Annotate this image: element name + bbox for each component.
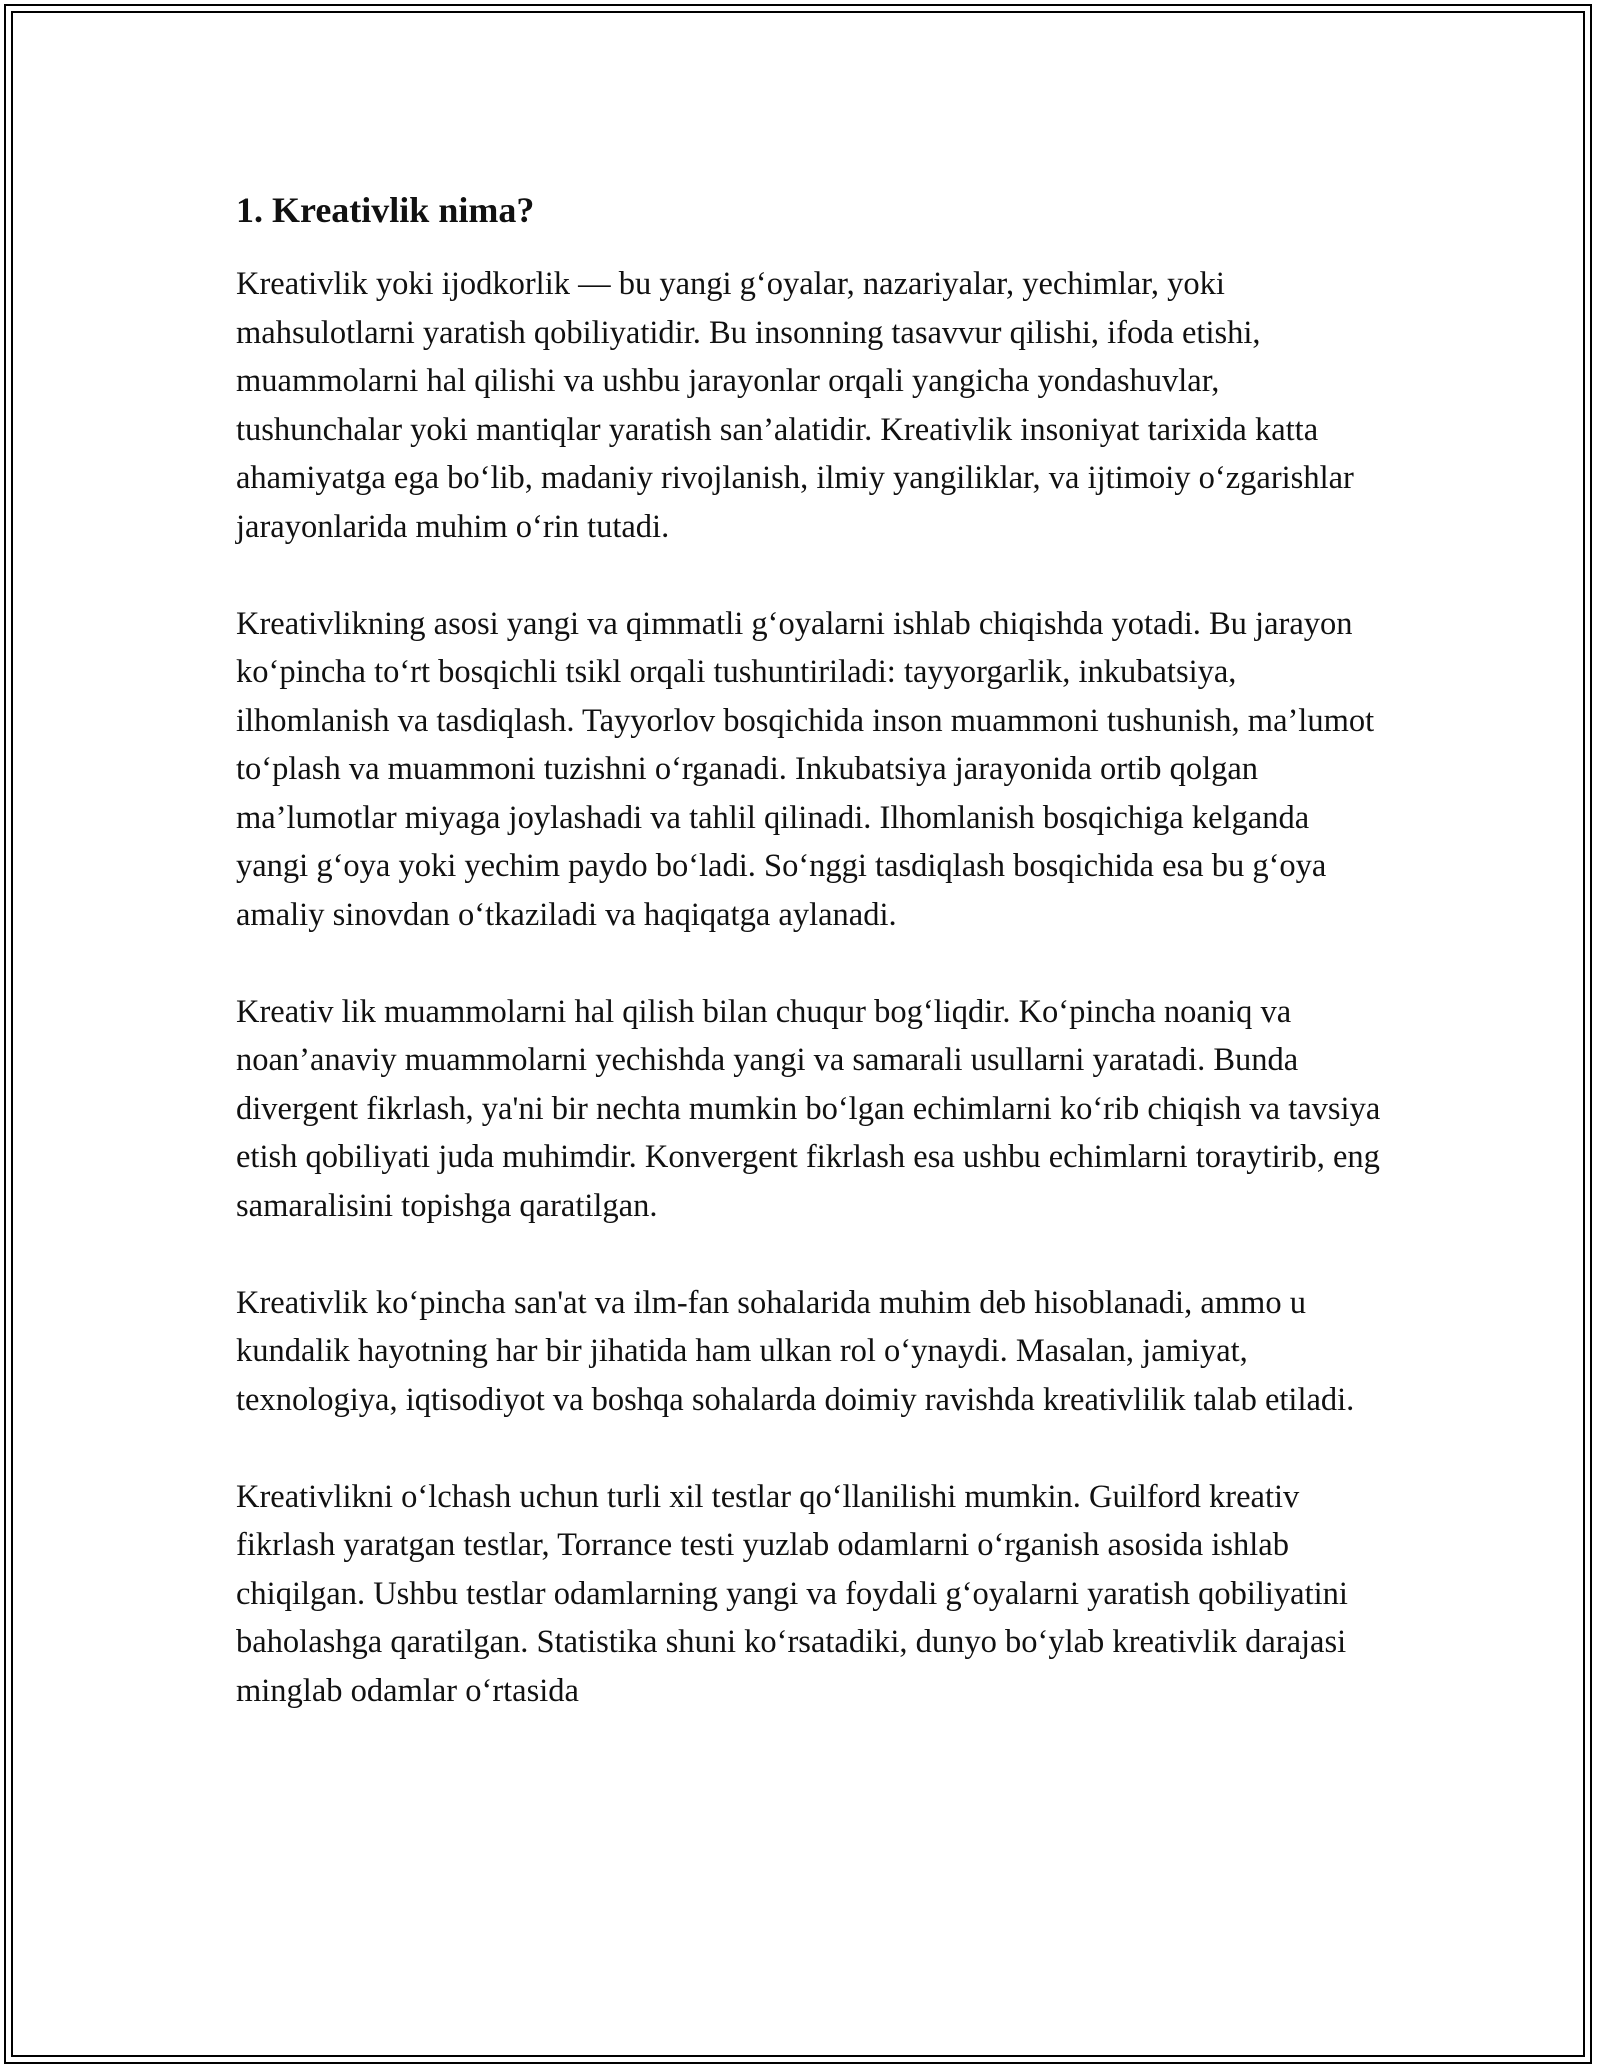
paragraph-3: Kreativ lik muammolarni hal qilish bilan chuqur bog‘liqdir. Ko‘pincha noaniq va noan’anaviy muammolarni yechishda yangi va samarali usullarni yaratadi. Bunda divergent fikrlash, ya'ni bir nechta mumkin bo‘lgan echimlarni ko‘rib chiqish va tavsiya etish qobiliyati juda muhimdir. Konvergent fikrlash esa ushbu echimlarni toraytirib, eng samaralisini topishga qaratilgan. — [236, 993, 1381, 1224]
section-heading: 1. Kreativlik nima? — [236, 190, 535, 230]
document-body — [236, 188, 1381, 1764]
paragraph-1: Kreativlik yoki ijodkorlik — bu yangi g‘oyalar, nazariyalar, yechimlar, yoki mahsulotlarni yaratish qobiliyatidir. Bu insonning tasavvur qilishi, ifoda etishi, muammolarni hal qilishi va ushbu jarayonlar orqali yangicha yondashuvlar, tushunchalar yoki mantiqlar yaratish san’alatidir. Kreativlik insoniyat tarixida katta ahamiyatga ega bo‘lib, madaniy rivojlanish, ilmiy yangiliklar, va ijtimoiy o‘zgarishlar jarayonlarida muhim o‘rin tutadi. — [236, 266, 1354, 545]
paragraph-4: Kreativlik ko‘pincha san'at va ilm-fan sohalarida muhim deb hisoblanadi, ammo u kundalik hayotning har bir jihatida ham ulkan rol o‘ynaydi. Masalan, jamiyat, texnologiya, iqtisodiyot va boshqa sohalarda doimiy ravishda kreativlilik talab etiladi. — [236, 1284, 1355, 1418]
paragraph-2: Kreativlikning asosi yangi va qimmatli g‘oyalarni ishlab chiqishda yotadi. Bu jarayon ko‘pincha to‘rt bosqichli tsikl orqali tushuntiriladi: tayyorgarlik, inkubatsiya, ilhomlanish va tasdiqlash. Tayyorlov bosqichida inson muammoni tushunish, ma’lumot to‘plash va muammoni tuzishni o‘rganadi. Inkubatsiya jarayonida ortib qolgan ma’lumotlar miyaga joylashadi va tahlil qilinadi. Ilhomlanish bosqichiga kelganda yangi g‘oya yoki yechim paydo bo‘ladi. So‘nggi tasdiqlash bosqichida esa bu g‘oya amaliy sinovdan o‘tkaziladi va haqiqatga aylanadi. — [236, 605, 1375, 933]
paragraph-5: Kreativlikni o‘lchash uchun turli xil testlar qo‘llanilishi mumkin. Guilford kreativ fikrlash yaratgan testlar, Torrance testi yuzlab odamlarni o‘rganish asosida ishlab chiqilgan. Ushbu testlar odamlarning yangi va foydali g‘oyalarni yaratish qobiliyatini baholashga qaratilgan. Statistika shuni ko‘rsatadiki, dunyo bo‘ylab kreativlik darajasi minglab odamlar o‘rtasida — [236, 1478, 1348, 1709]
